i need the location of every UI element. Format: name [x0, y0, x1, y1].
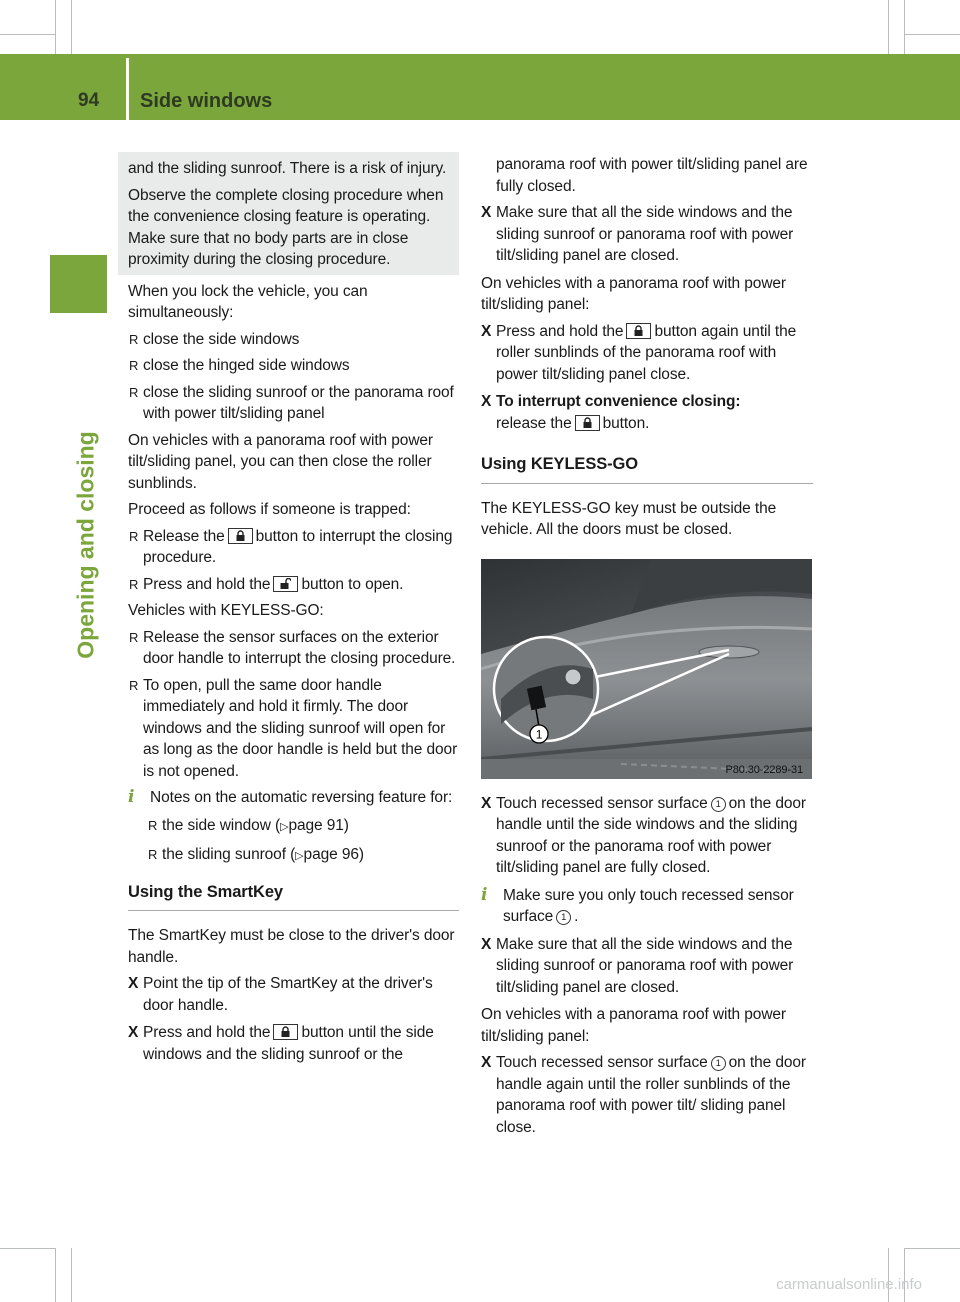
warning-text: and the sliding sunroof. There is a risk of injury.	[128, 160, 447, 177]
list-item: R Press and hold the button to open.	[128, 574, 459, 596]
list-item: R the sliding sunroof (▷page 96)	[128, 844, 459, 868]
callout-ref: 1	[711, 1056, 726, 1071]
paragraph: Proceed as follows if someone is trapped:	[128, 501, 411, 518]
step-item: X To interrupt convenience closing: release the button.	[481, 393, 741, 432]
bullet-mark: R	[129, 358, 139, 373]
crop-mark	[55, 1248, 56, 1302]
page-number: 94	[78, 90, 100, 111]
step-item: X Press and hold the button until the side windows and the sliding sunroof or the	[128, 1024, 434, 1063]
step-mark: X	[128, 975, 139, 992]
crop-mark	[71, 1248, 72, 1302]
chapter-label: Opening and closing	[72, 431, 99, 659]
paragraph: Vehicles with KEYLESS-GO:	[128, 602, 324, 619]
list-item: R close the side windows	[128, 329, 459, 351]
paragraph: panorama roof with power tilt/sliding panel are fully closed.	[496, 156, 808, 195]
bullet-mark: R	[148, 817, 158, 833]
lock-icon	[228, 528, 253, 544]
callout-number: 1	[535, 727, 543, 741]
crop-mark	[71, 0, 72, 56]
crop-mark	[904, 0, 905, 56]
lock-icon	[273, 1024, 298, 1040]
list-item: R Release the sensor surfaces on the exterior door handle to interrupt the closing procedure.	[129, 628, 456, 667]
list-item: R close the sliding sunroof or the panorama roof with power tilt/sliding panel	[129, 383, 454, 422]
ref-arrow-icon: ▷	[280, 820, 289, 833]
page-ref-link[interactable]: page 96	[303, 846, 359, 863]
bullet-mark: R	[129, 331, 139, 347]
step-mark: X	[481, 935, 492, 953]
bullet-mark: R	[129, 629, 139, 645]
paragraph: On vehicles with a panorama roof with power tilt/sliding panel:	[481, 1006, 786, 1045]
step-item: X Point the tip of the SmartKey at the driver's door handle.	[128, 975, 433, 1014]
step-mark: X	[128, 1024, 139, 1041]
step-item: X Make sure that all the side windows and the sliding sunroof or panorama roof with power tilt/sliding panel are closed.	[481, 935, 794, 996]
lock-icon	[626, 323, 651, 339]
section-heading: Using the SmartKey	[128, 882, 459, 912]
step-mark: X	[481, 204, 492, 221]
step-item: X Make sure that all the side windows and the sliding sunroof or panorama roof with power tilt/sliding panel are closed.	[481, 204, 794, 264]
header-divider	[126, 58, 129, 120]
bullet-mark: R	[148, 847, 158, 862]
unlock-icon	[273, 576, 298, 592]
paragraph: When you lock the vehicle, you can simultaneously:	[128, 282, 368, 321]
paragraph: On vehicles with a panorama roof with power tilt/sliding panel:	[481, 274, 786, 313]
callout-ref: 1	[556, 910, 571, 925]
list-item: R Release the button to interrupt the closing procedure.	[129, 527, 453, 566]
car-door-illustration	[481, 559, 812, 779]
warning-box	[118, 152, 459, 275]
footer-watermark[interactable]: carmanualsonline.info	[776, 1276, 922, 1293]
step-item: X Touch recessed sensor surface 1 on the door handle again until the roller sunblinds of the panorama roof with power tilt/ sliding panel close.	[481, 1054, 806, 1136]
crop-mark	[904, 34, 960, 35]
door-handle-photo	[481, 559, 812, 779]
page-title: Side windows	[140, 90, 273, 112]
list-item: R To open, pull the same door handle immediately and hold it firmly. The door windows and the sliding sunroof will open for as long as the door handle is held but the door is not opened.	[129, 676, 458, 780]
paragraph: The KEYLESS-GO key must be outside the vehicle. All the doors must be closed.	[481, 499, 777, 538]
callout-ref: 1	[711, 797, 726, 812]
list-item: R close the hinged side windows	[128, 355, 459, 377]
ref-arrow-icon: ▷	[295, 850, 304, 862]
bullet-mark: R	[129, 576, 139, 592]
section-heading: Using KEYLESS-GO	[481, 454, 813, 484]
paragraph: The SmartKey must be close to the driver's door handle.	[128, 927, 455, 966]
step-item: X Touch recessed sensor surface 1 on the door handle until the side windows and the sliding sunroof or the panorama roof with power tilt/sliding panel are fully closed.	[481, 794, 806, 876]
right-column	[481, 154, 813, 1144]
bullet-mark: R	[129, 677, 139, 693]
left-column	[118, 152, 459, 1071]
crop-mark	[904, 1248, 905, 1302]
step-mark: X	[481, 1054, 492, 1071]
info-note: i Notes on the automatic reversing feature for:	[128, 787, 453, 807]
info-icon: i	[128, 787, 135, 807]
step-item: X Press and hold the button again until the roller sunblinds of the panorama roof with power tilt/sliding panel close.	[481, 322, 797, 383]
step-mark: X	[481, 794, 492, 812]
crop-mark	[55, 0, 56, 56]
crop-mark	[904, 1248, 960, 1249]
page-ref-link[interactable]: page 91	[288, 816, 344, 834]
side-tab-marker	[50, 255, 107, 313]
lock-icon	[575, 415, 600, 431]
bullet-mark: R	[129, 384, 139, 400]
crop-mark	[0, 1248, 56, 1249]
info-icon: i	[481, 884, 488, 905]
step-mark: X	[481, 322, 492, 340]
step-mark: X	[481, 393, 492, 410]
warning-text: Observe the complete closing procedure when the convenience closing feature is operating. Make sure that no body parts are in close proximity during the closing procedure.	[128, 186, 444, 268]
list-item: R the side window (▷page 91)	[128, 815, 459, 839]
photo-code: P80.30-2289-31	[725, 763, 803, 776]
bullet-mark: R	[129, 528, 139, 544]
crop-mark	[888, 1248, 889, 1302]
crop-mark	[0, 34, 56, 35]
paragraph: On vehicles with a panorama roof with power tilt/sliding panel, you can then close the roller sunblinds.	[128, 431, 433, 492]
crop-mark	[888, 0, 889, 56]
info-note: i Make sure you only touch recessed sensor surface 1 .	[481, 884, 794, 925]
